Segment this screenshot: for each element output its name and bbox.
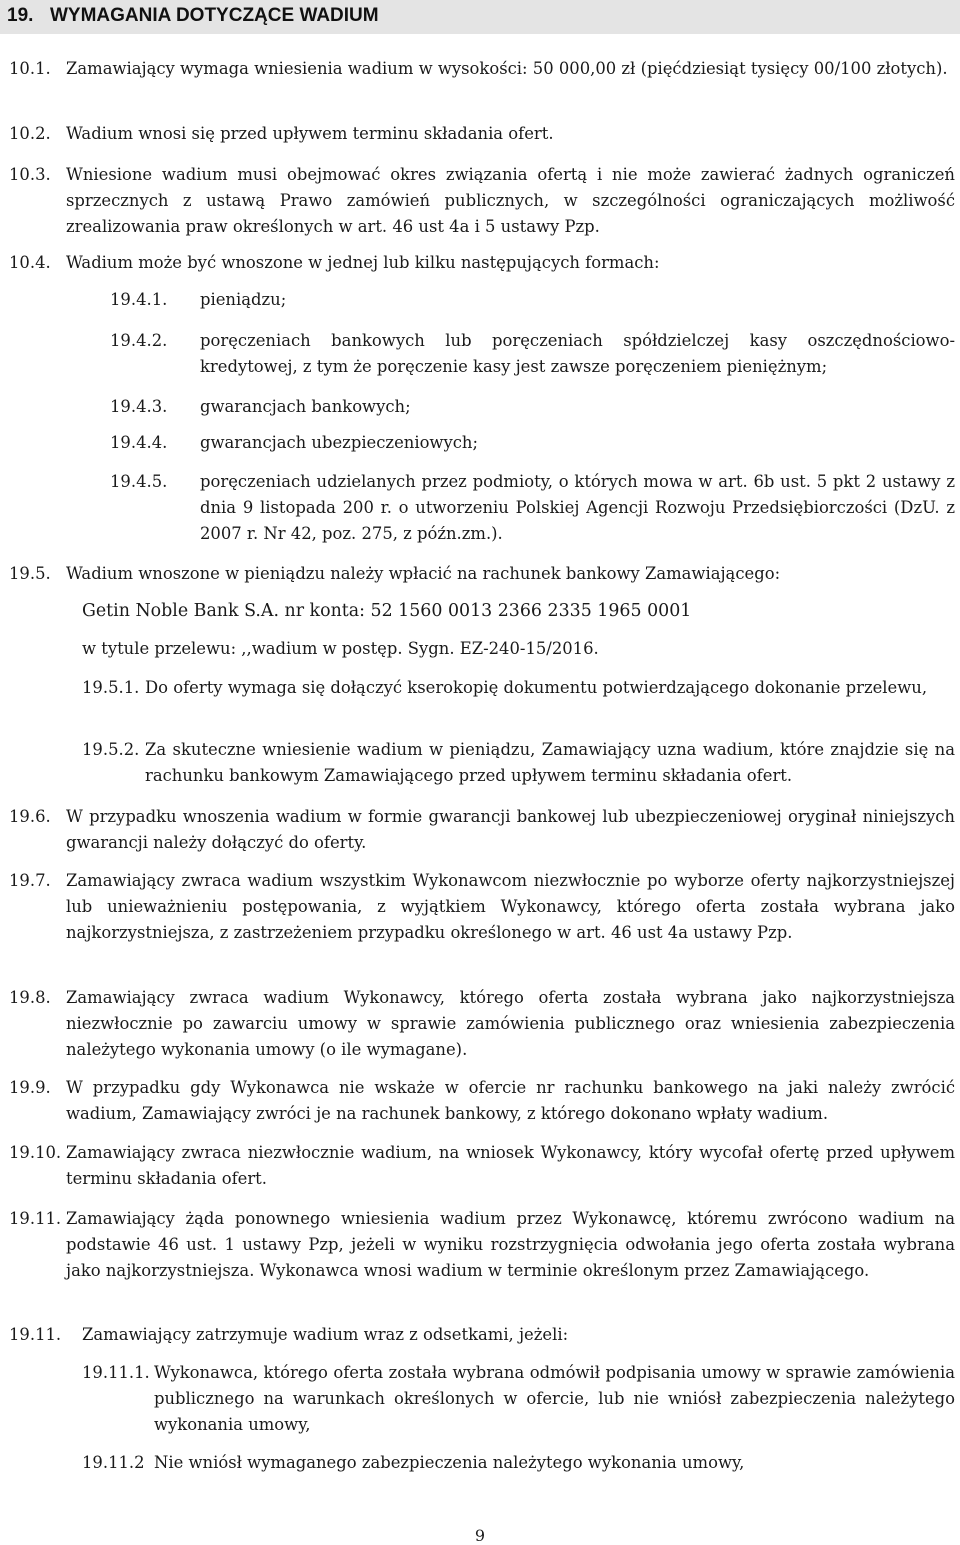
clause-number: 10.1. xyxy=(9,59,51,78)
clause-number: 10.4. xyxy=(9,253,51,272)
clause-number: 19.5.1. xyxy=(82,678,140,697)
clause-text: gwarancjach bankowych; xyxy=(200,397,411,416)
clause-text: poręczeniach bankowych lub poręczeniach spółdzielczej kasy oszczędnościowo-kredytowej, z tym że poręczenie kasy jest zawsze poręczeniem pieniężnym; xyxy=(200,331,955,376)
clause-text: Zamawiający wymaga wniesienia wadium w wysokości: 50 000,00 zł (pięćdziesiąt tysięcy 00/100 złotych). xyxy=(66,59,948,78)
clause-number: 19.11.1. xyxy=(82,1363,150,1382)
clause-text: Zamawiający zwraca wadium wszystkim Wykonawcom niezwłocznie po wyborze oferty najkorzystniejszej lub unieważnieniu postępowania, z wyjątkiem Wykonawcy, którego oferta została wybrana jako najkorzystniejsza, z zastrzeżeniem przypadku określonego w art. 46 ust 4a ustawy Pzp. xyxy=(66,871,955,942)
clause-text: Nie wniósł wymaganego zabezpieczenia należytego wykonania umowy, xyxy=(154,1453,745,1472)
clause-text: Zamawiający zatrzymuje wadium wraz z odsetkami, jeżeli: xyxy=(82,1325,569,1344)
clause-number: 19.4.3. xyxy=(110,397,168,416)
bank-account-line: Getin Noble Bank S.A. nr konta: 52 1560 0013 2366 2335 1965 0001 xyxy=(82,601,692,621)
clause-number: 10.2. xyxy=(9,124,51,143)
clause-number: 19.6. xyxy=(9,807,51,826)
clause-text: Za skuteczne wniesienie wadium w pieniądzu, Zamawiający uzna wadium, które znajdzie się na rachunku bankowym Zamawiającego przed upływem terminu składania ofert. xyxy=(145,740,955,785)
clause-text: poręczeniach udzielanych przez podmioty, o których mowa w art. 6b ust. 5 pkt 2 ustawy z dnia 9 listopada 200 r. o utworzeniu Polskiej Agencji Rozwoju Przedsiębiorczości (DzU. z 2007 r. Nr 42, poz. 275, z późn.zm.). xyxy=(200,472,955,543)
clause-number: 19.10. xyxy=(9,1143,62,1162)
clause-text: Wadium wnoszone w pieniądzu należy wpłacić na rachunek bankowy Zamawiającego: xyxy=(66,564,781,583)
clause-number: 19.5.2. xyxy=(82,740,140,759)
clause-text: W przypadku gdy Wykonawca nie wskaże w ofercie nr rachunku bankowego na jaki należy zwrócić wadium, Zamawiający zwróci je na rachunek bankowy, z którego dokonano wpłaty wadium. xyxy=(66,1078,955,1123)
clause-number: 19.11. xyxy=(9,1325,62,1344)
clause-text: Zamawiający żąda ponownego wniesienia wadium przez Wykonawcę, któremu zwrócono wadium na podstawie 46 ust. 1 ustawy Pzp, jeżeli w wyniku rozstrzygnięcia odwołania jego oferta została wybrana jako najkorzystniejsza. Wykonawca wnosi wadium w terminie określonym przez Zamawiającego. xyxy=(66,1209,955,1280)
section-title: WYMAGANIA DOTYCZĄCE WADIUM xyxy=(50,5,379,26)
section-number: 19. xyxy=(7,5,34,26)
clause-text: pieniądzu; xyxy=(200,290,287,309)
clause-number: 19.4.1. xyxy=(110,290,168,309)
clause-number: 10.3. xyxy=(9,165,51,184)
page-number: 9 xyxy=(474,1526,486,1545)
clause-text: W przypadku wnoszenia wadium w formie gwarancji bankowej lub ubezpieczeniowej oryginał niniejszych gwarancji należy dołączyć do oferty. xyxy=(66,807,955,852)
clause-number: 19.4.5. xyxy=(110,472,168,491)
clause-number: 19.5. xyxy=(9,564,51,583)
clause-text: Zamawiający zwraca wadium Wykonawcy, którego oferta została wybrana jako najkorzystniejsza niezwłocznie po zawarciu umowy w sprawie zamówienia publicznego oraz wniesienia zabezpieczenia należytego wykonania umowy (o ile wymagane). xyxy=(66,988,955,1059)
clause-text: Wadium może być wnoszone w jednej lub kilku następujących formach: xyxy=(66,253,660,272)
transfer-title-line: w tytule przelewu: ,,wadium w postęp. Sygn. EZ-240-15/2016. xyxy=(82,639,599,658)
clause-text: Wniesione wadium musi obejmować okres związania ofertą i nie może zawierać żadnych ograniczeń sprzecznych z ustawą Prawo zamówień publicznych, w szczególności ograniczających możliwość zrealizowania praw określonych w art. 46 ust 4a i 5 ustawy Pzp. xyxy=(66,165,955,236)
clause-number: 19.9. xyxy=(9,1078,51,1097)
clause-number: 19.11. xyxy=(9,1209,62,1228)
clause-text: Zamawiający zwraca niezwłocznie wadium, na wniosek Wykonawcy, który wycofał ofertę przed upływem terminu składania ofert. xyxy=(66,1143,955,1188)
clause-number: 19.7. xyxy=(9,871,51,890)
section-header xyxy=(0,0,960,34)
clause-number: 19.4.2. xyxy=(110,331,168,350)
clause-number: 19.8. xyxy=(9,988,51,1007)
clause-text: Wykonawca, którego oferta została wybrana odmówił podpisania umowy w sprawie zamówienia publicznego na warunkach określonych w ofercie, lub nie wniósł zabezpieczenia należytego wykonania umowy, xyxy=(154,1363,955,1434)
clause-text: gwarancjach ubezpieczeniowych; xyxy=(200,433,478,452)
clause-text: Do oferty wymaga się dołączyć kserokopię dokumentu potwierdzającego dokonanie przelewu, xyxy=(145,678,928,697)
clause-text: Wadium wnosi się przed upływem terminu składania ofert. xyxy=(66,124,554,143)
clause-number: 19.11.2 xyxy=(82,1453,145,1472)
clause-number: 19.4.4. xyxy=(110,433,168,452)
